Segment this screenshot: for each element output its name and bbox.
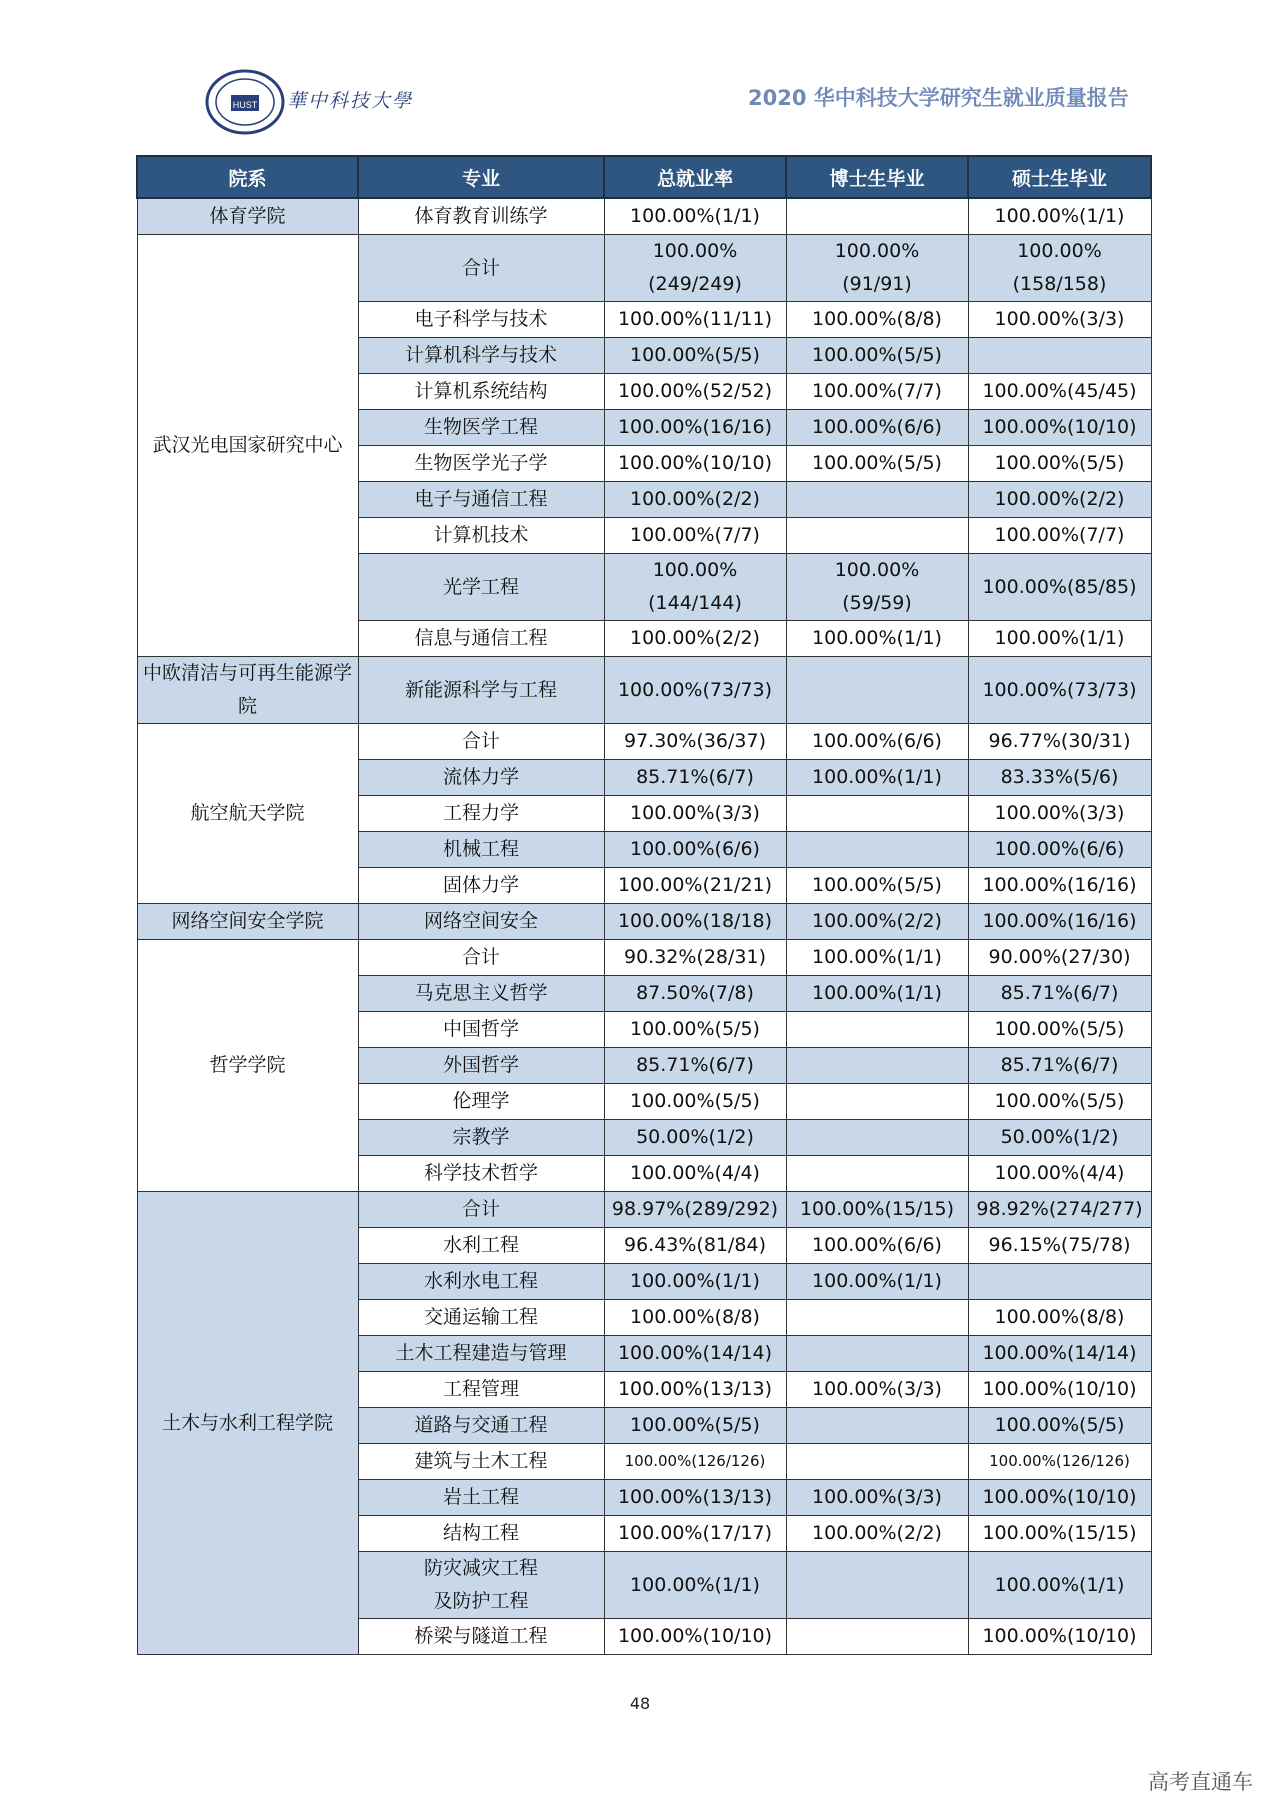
total-rate-cell: 100.00%(5/5): [604, 1084, 786, 1120]
major-cell: 岩土工程: [358, 1480, 604, 1516]
master-rate-cell: 100.00%(5/5): [968, 1012, 1151, 1048]
master-rate-cell: 100.00% (158/158): [968, 235, 1151, 302]
master-rate-cell: 96.77%(30/31): [968, 724, 1151, 760]
master-rate-cell: 96.15%(75/78): [968, 1228, 1151, 1264]
major-cell: 建筑与土木工程: [358, 1444, 604, 1480]
phd-rate-cell: 100.00%(15/15): [786, 1192, 968, 1228]
master-rate-cell: [968, 338, 1151, 374]
total-rate-cell: 100.00%(5/5): [604, 1408, 786, 1444]
master-rate-cell: 100.00%(1/1): [968, 198, 1151, 235]
phd-rate-cell: [786, 1012, 968, 1048]
phd-rate-cell: 100.00%(3/3): [786, 1372, 968, 1408]
phd-rate-cell: [786, 832, 968, 868]
watermark: 高考直通车: [1148, 1770, 1253, 1794]
table-body: [137, 198, 1151, 1655]
university-logo: [205, 68, 295, 136]
major-cell: 防灾减灾工程 及防护工程: [358, 1552, 604, 1619]
table-row: [137, 1192, 1151, 1228]
phd-rate-cell: 100.00%(1/1): [786, 760, 968, 796]
total-rate-cell: 100.00%(4/4): [604, 1156, 786, 1192]
total-rate-cell: 100.00% (144/144): [604, 554, 786, 621]
major-cell: 计算机系统结构: [358, 374, 604, 410]
master-rate-cell: 100.00%(16/16): [968, 904, 1151, 940]
major-cell: 中国哲学: [358, 1012, 604, 1048]
master-rate-cell: 100.00%(3/3): [968, 796, 1151, 832]
major-cell: 工程力学: [358, 796, 604, 832]
total-rate-cell: 100.00%(14/14): [604, 1336, 786, 1372]
phd-rate-cell: 100.00%(1/1): [786, 1264, 968, 1300]
header-master: 硕士生毕业: [968, 156, 1151, 198]
dept-cell: 中欧清洁与可再生能源学院: [137, 657, 358, 724]
page-header: [0, 0, 1280, 150]
phd-rate-cell: 100.00%(5/5): [786, 868, 968, 904]
phd-rate-cell: 100.00%(2/2): [786, 1516, 968, 1552]
table-row: [137, 940, 1151, 976]
phd-rate-cell: 100.00% (59/59): [786, 554, 968, 621]
logo-text: 華中科技大學: [287, 90, 414, 112]
major-cell: 体育教育训练学: [358, 198, 604, 235]
dept-cell: 哲学学院: [137, 940, 358, 1192]
total-rate-cell: 100.00%(13/13): [604, 1480, 786, 1516]
phd-rate-cell: 100.00%(8/8): [786, 302, 968, 338]
master-rate-cell: 100.00%(5/5): [968, 1408, 1151, 1444]
master-rate-cell: 100.00%(1/1): [968, 1552, 1151, 1619]
total-rate-cell: 100.00%(6/6): [604, 832, 786, 868]
master-rate-cell: 100.00%(1/1): [968, 621, 1151, 657]
major-cell: 网络空间安全: [358, 904, 604, 940]
major-cell: 结构工程: [358, 1516, 604, 1552]
major-cell: 信息与通信工程: [358, 621, 604, 657]
header-dept: 院系: [137, 156, 358, 198]
major-cell: 生物医学光子学: [358, 446, 604, 482]
table-row: [137, 235, 1151, 302]
major-cell: 土木工程建造与管理: [358, 1336, 604, 1372]
major-cell: 电子科学与技术: [358, 302, 604, 338]
total-rate-cell: 100.00%(5/5): [604, 1012, 786, 1048]
master-rate-cell: 100.00%(73/73): [968, 657, 1151, 724]
master-rate-cell: 100.00%(5/5): [968, 1084, 1151, 1120]
master-rate-cell: 98.92%(274/277): [968, 1192, 1151, 1228]
total-rate-cell: 97.30%(36/37): [604, 724, 786, 760]
master-rate-cell: 100.00%(6/6): [968, 832, 1151, 868]
master-rate-cell: 100.00%(8/8): [968, 1300, 1151, 1336]
total-rate-cell: 100.00%(7/7): [604, 518, 786, 554]
master-rate-cell: 83.33%(5/6): [968, 760, 1151, 796]
total-rate-cell: 100.00%(11/11): [604, 302, 786, 338]
master-rate-cell: 100.00%(14/14): [968, 1336, 1151, 1372]
master-rate-cell: 100.00%(10/10): [968, 1372, 1151, 1408]
total-rate-cell: 100.00%(126/126): [604, 1444, 786, 1480]
major-cell: 生物医学工程: [358, 410, 604, 446]
table-row: [137, 198, 1151, 235]
phd-rate-cell: [786, 1444, 968, 1480]
total-rate-cell: 100.00%(1/1): [604, 1552, 786, 1619]
master-rate-cell: 100.00%(45/45): [968, 374, 1151, 410]
major-cell: 固体力学: [358, 868, 604, 904]
total-rate-cell: 100.00%(17/17): [604, 1516, 786, 1552]
svg-text:HUST: HUST: [232, 100, 258, 110]
total-rate-cell: 96.43%(81/84): [604, 1228, 786, 1264]
master-rate-cell: [968, 1264, 1151, 1300]
master-rate-cell: 100.00%(2/2): [968, 482, 1151, 518]
major-cell: 光学工程: [358, 554, 604, 621]
total-rate-cell: 90.32%(28/31): [604, 940, 786, 976]
master-rate-cell: 100.00%(15/15): [968, 1516, 1151, 1552]
phd-rate-cell: 100.00%(1/1): [786, 940, 968, 976]
dept-cell: 航空航天学院: [137, 724, 358, 904]
dept-cell: 网络空间安全学院: [137, 904, 358, 940]
major-cell: 合计: [358, 724, 604, 760]
total-rate-cell: 100.00%(13/13): [604, 1372, 786, 1408]
phd-rate-cell: 100.00%(5/5): [786, 446, 968, 482]
phd-rate-cell: 100.00%(5/5): [786, 338, 968, 374]
total-rate-cell: 98.97%(289/292): [604, 1192, 786, 1228]
phd-rate-cell: [786, 657, 968, 724]
master-rate-cell: 100.00%(3/3): [968, 302, 1151, 338]
major-cell: 道路与交通工程: [358, 1408, 604, 1444]
master-rate-cell: 100.00%(5/5): [968, 446, 1151, 482]
total-rate-cell: 100.00%(1/1): [604, 198, 786, 235]
major-cell: 合计: [358, 940, 604, 976]
table-row: [137, 724, 1151, 760]
total-rate-cell: 50.00%(1/2): [604, 1120, 786, 1156]
major-cell: 外国哲学: [358, 1048, 604, 1084]
major-cell: 合计: [358, 1192, 604, 1228]
master-rate-cell: 100.00%(10/10): [968, 410, 1151, 446]
major-cell: 新能源科学与工程: [358, 657, 604, 724]
dept-cell: 体育学院: [137, 198, 358, 235]
phd-rate-cell: 100.00%(3/3): [786, 1480, 968, 1516]
phd-rate-cell: 100.00%(1/1): [786, 621, 968, 657]
report-title: 2020 华中科技大学研究生就业质量报告: [748, 86, 1129, 110]
phd-rate-cell: [786, 796, 968, 832]
master-rate-cell: 100.00%(126/126): [968, 1444, 1151, 1480]
table-row: [137, 904, 1151, 940]
master-rate-cell: 90.00%(27/30): [968, 940, 1151, 976]
master-rate-cell: 85.71%(6/7): [968, 976, 1151, 1012]
employment-table: [136, 155, 1152, 1655]
total-rate-cell: 100.00%(5/5): [604, 338, 786, 374]
major-cell: 计算机技术: [358, 518, 604, 554]
master-rate-cell: 85.71%(6/7): [968, 1048, 1151, 1084]
master-rate-cell: 100.00%(85/85): [968, 554, 1151, 621]
header-phd: 博士生毕业: [786, 156, 968, 198]
master-rate-cell: 100.00%(10/10): [968, 1619, 1151, 1655]
total-rate-cell: 100.00%(21/21): [604, 868, 786, 904]
master-rate-cell: 100.00%(7/7): [968, 518, 1151, 554]
total-rate-cell: 100.00%(8/8): [604, 1300, 786, 1336]
major-cell: 流体力学: [358, 760, 604, 796]
phd-rate-cell: 100.00%(6/6): [786, 724, 968, 760]
major-cell: 科学技术哲学: [358, 1156, 604, 1192]
phd-rate-cell: 100.00%(2/2): [786, 904, 968, 940]
phd-rate-cell: [786, 1084, 968, 1120]
phd-rate-cell: [786, 1619, 968, 1655]
table-row: [137, 657, 1151, 724]
phd-rate-cell: [786, 1408, 968, 1444]
major-cell: 计算机科学与技术: [358, 338, 604, 374]
total-rate-cell: 100.00%(2/2): [604, 621, 786, 657]
total-rate-cell: 100.00%(73/73): [604, 657, 786, 724]
master-rate-cell: 100.00%(16/16): [968, 868, 1151, 904]
total-rate-cell: 100.00%(10/10): [604, 1619, 786, 1655]
phd-rate-cell: [786, 1048, 968, 1084]
major-cell: 工程管理: [358, 1372, 604, 1408]
major-cell: 水利工程: [358, 1228, 604, 1264]
major-cell: 机械工程: [358, 832, 604, 868]
phd-rate-cell: [786, 1156, 968, 1192]
total-rate-cell: 85.71%(6/7): [604, 760, 786, 796]
master-rate-cell: 50.00%(1/2): [968, 1120, 1151, 1156]
major-cell: 交通运输工程: [358, 1300, 604, 1336]
phd-rate-cell: [786, 518, 968, 554]
total-rate-cell: 100.00%(16/16): [604, 410, 786, 446]
total-rate-cell: 100.00%(1/1): [604, 1264, 786, 1300]
total-rate-cell: 100.00%(52/52): [604, 374, 786, 410]
major-cell: 合计: [358, 235, 604, 302]
major-cell: 水利水电工程: [358, 1264, 604, 1300]
master-rate-cell: 100.00%(4/4): [968, 1156, 1151, 1192]
header-total-rate: 总就业率: [604, 156, 786, 198]
total-rate-cell: 100.00%(10/10): [604, 446, 786, 482]
phd-rate-cell: [786, 198, 968, 235]
phd-rate-cell: [786, 482, 968, 518]
major-cell: 电子与通信工程: [358, 482, 604, 518]
phd-rate-cell: 100.00% (91/91): [786, 235, 968, 302]
phd-rate-cell: [786, 1552, 968, 1619]
total-rate-cell: 100.00%(18/18): [604, 904, 786, 940]
page-number: 48: [629, 1694, 651, 1713]
total-rate-cell: 100.00% (249/249): [604, 235, 786, 302]
master-rate-cell: 100.00%(10/10): [968, 1480, 1151, 1516]
header-major: 专业: [358, 156, 604, 198]
major-cell: 宗教学: [358, 1120, 604, 1156]
phd-rate-cell: 100.00%(7/7): [786, 374, 968, 410]
major-cell: 伦理学: [358, 1084, 604, 1120]
total-rate-cell: 100.00%(2/2): [604, 482, 786, 518]
major-cell: 马克思主义哲学: [358, 976, 604, 1012]
dept-cell: 土木与水利工程学院: [137, 1192, 358, 1655]
dept-cell: 武汉光电国家研究中心: [137, 235, 358, 657]
phd-rate-cell: 100.00%(6/6): [786, 1228, 968, 1264]
total-rate-cell: 87.50%(7/8): [604, 976, 786, 1012]
total-rate-cell: 85.71%(6/7): [604, 1048, 786, 1084]
total-rate-cell: 100.00%(3/3): [604, 796, 786, 832]
table-header-row: [137, 156, 1151, 198]
phd-rate-cell: 100.00%(1/1): [786, 976, 968, 1012]
phd-rate-cell: 100.00%(6/6): [786, 410, 968, 446]
phd-rate-cell: [786, 1120, 968, 1156]
phd-rate-cell: [786, 1336, 968, 1372]
major-cell: 桥梁与隧道工程: [358, 1619, 604, 1655]
phd-rate-cell: [786, 1300, 968, 1336]
